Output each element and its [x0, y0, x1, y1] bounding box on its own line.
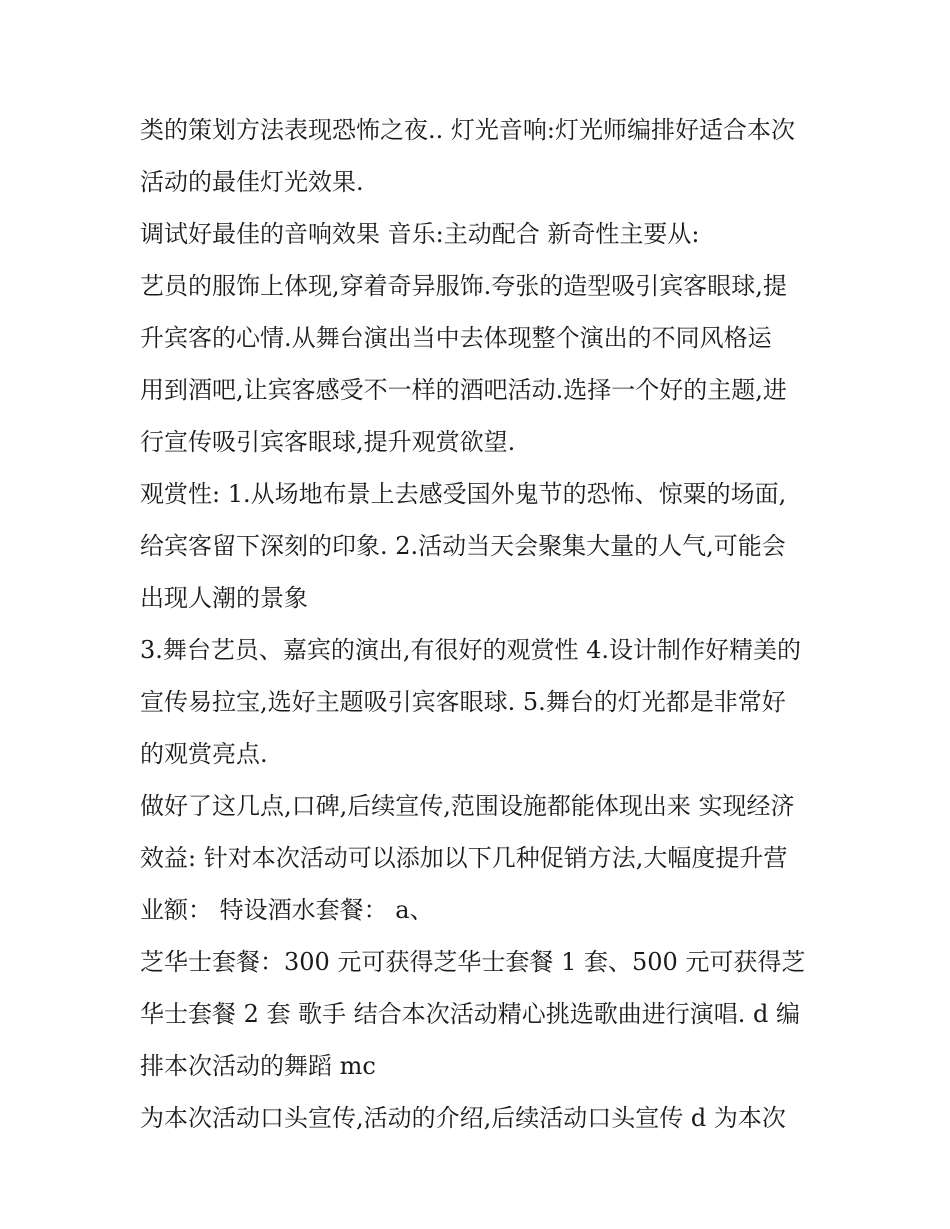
text-line: 效益: 针对本次活动可以添加以下几种促销方法,大幅度提升营 — [140, 844, 788, 872]
text-line: 做好了这几点,口碑,后续宣传,范围设施都能体现出来 实现经济 — [140, 792, 795, 820]
text-line: 用到酒吧,让宾客感受不一样的酒吧活动.选择一个好的主题,进 — [140, 376, 787, 404]
text-line: 的观赏亮点. — [140, 740, 268, 768]
text-line: 类的策划方法表现恐怖之夜.. 灯光音响:灯光师编排好适合本次 — [140, 116, 795, 144]
text-line: 出现人潮的景象 — [140, 584, 308, 612]
text-line: 艺员的服饰上体现,穿着奇异服饰.夸张的造型吸引宾客眼球,提 — [140, 272, 787, 300]
document-body — [140, 104, 820, 1144]
text-line: 3.舞台艺员、嘉宾的演出,有很好的观赏性 4.设计制作好精美的 — [140, 636, 802, 664]
text-line: 芝华士套餐：300 元可获得芝华士套餐 1 套、500 元可获得芝 — [140, 948, 806, 976]
text-line: 给宾客留下深刻的印象. 2.活动当天会聚集大量的人气,可能会 — [140, 532, 786, 560]
text-line: 观赏性: 1.从场地布景上去感受国外鬼节的恐怖、惊粟的场面, — [140, 480, 787, 508]
text-line: 排本次活动的舞蹈 mc — [140, 1052, 376, 1080]
text-line: 宣传易拉宝,选好主题吸引宾客眼球. 5.舞台的灯光都是非常好 — [140, 688, 786, 716]
text-line: 华士套餐 2 套 歌手 结合本次活动精心挑选歌曲进行演唱. d 编 — [140, 1000, 801, 1028]
text-line: 行宣传吸引宾客眼球,提升观赏欲望. — [140, 428, 516, 456]
text-line: 调试好最佳的音响效果 音乐:主动配合 新奇性主要从: — [140, 220, 700, 248]
text-line: 为本次活动口头宣传,活动的介绍,后续活动口头宣传 d 为本次 — [140, 1104, 786, 1132]
text-line: 活动的最佳灯光效果. — [140, 168, 364, 196]
text-line: 升宾客的心情.从舞台演出当中去体现整个演出的不同风格运 — [140, 324, 772, 352]
text-line: 业额： 特设酒水套餐： a、 — [140, 896, 434, 924]
